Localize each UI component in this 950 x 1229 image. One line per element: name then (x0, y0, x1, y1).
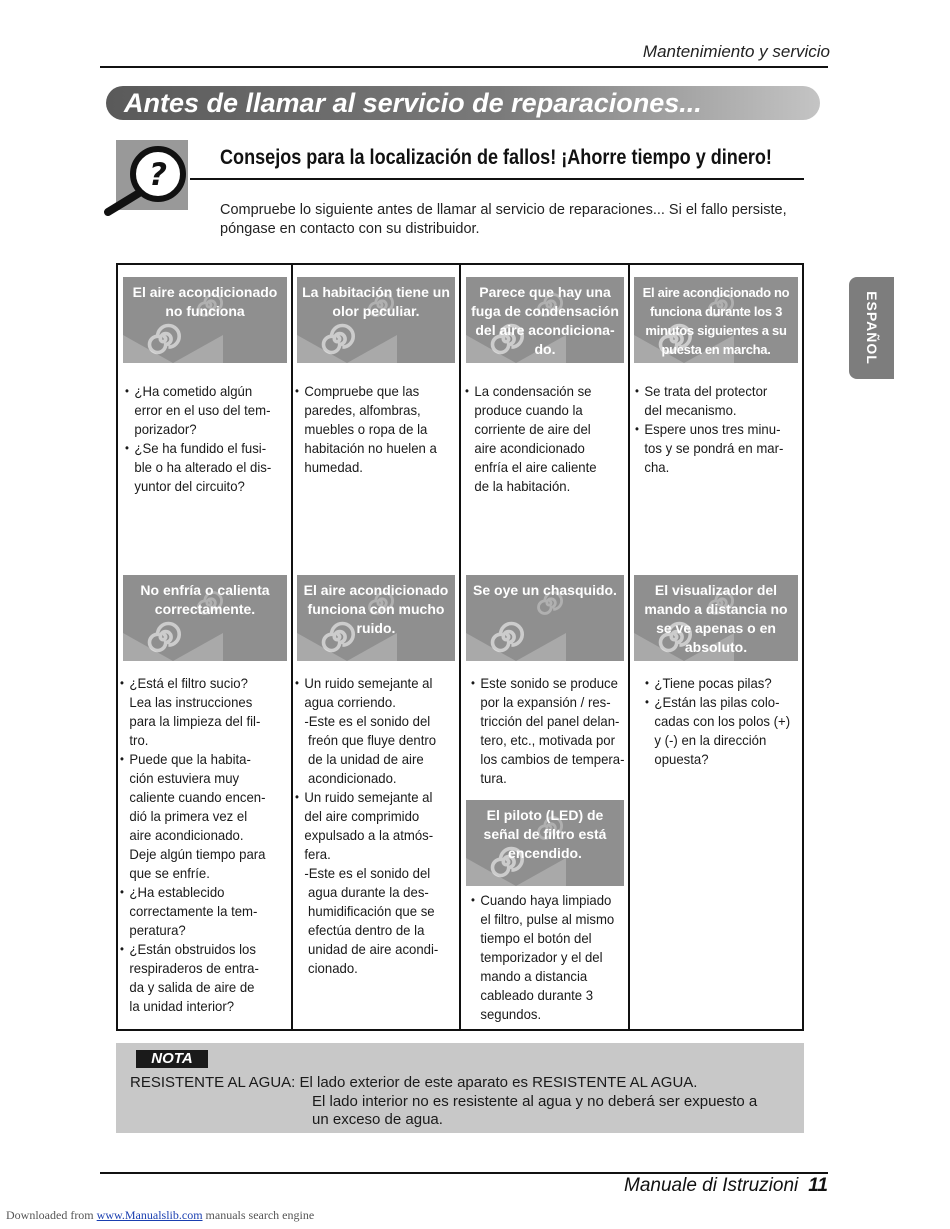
solution-line: • Espere unos tres minu- (635, 420, 783, 439)
section-title: Mantenimiento y servicio (642, 42, 830, 61)
problem-heading (466, 277, 624, 363)
solution-line: respiraderos de entra- (129, 960, 259, 976)
solution-list (295, 382, 437, 477)
problem-heading-text (470, 283, 620, 359)
solution-line: ble o ha alterado el dis- (134, 459, 272, 475)
download-prefix: Downloaded from (6, 1208, 94, 1222)
solution-line: tro. (129, 732, 149, 748)
solution-text (125, 382, 271, 496)
solution-line: cableado durante 3 (480, 987, 594, 1003)
solution-line: correctamente la tem- (129, 903, 258, 919)
solution-line: • Cuando haya limpiado (471, 891, 614, 910)
solution-line: aire acondicionado (474, 440, 585, 456)
solution-line: del mecanismo. (644, 402, 737, 418)
problem-heading-line: funciona con mucho (307, 601, 445, 617)
solution-line: cha. (644, 459, 670, 475)
swirl-wrap (319, 321, 355, 362)
problem-heading (123, 575, 287, 661)
solution-line: efectúa dentro de la (304, 922, 425, 938)
solution-line: • ¿Está el filtro sucio? (120, 674, 265, 693)
solution-line: yuntor del circuito? (134, 478, 245, 494)
download-link[interactable]: www.Manualslib.com (96, 1208, 203, 1222)
solution-line: temporizador y el del (480, 949, 603, 965)
solution-line: • ¿Tiene pocas pilas? (645, 674, 790, 693)
problem-heading (466, 800, 624, 886)
solution-line: freón que fluye dentro (304, 732, 437, 748)
solution-line: habitación no huelen a (304, 440, 437, 456)
solution-list (471, 674, 624, 788)
download-notice (6, 1208, 314, 1223)
solution-line: • Puede que la habita- (120, 750, 265, 769)
problem-heading-line: El aire acondicionado no (642, 285, 790, 300)
problem-heading-line: No enfría o calienta (140, 582, 270, 598)
solution-line: mando a distancia (480, 968, 588, 984)
solution-text (645, 674, 790, 769)
problem-heading-line: se ve apenas o en (656, 620, 776, 636)
solution-line: corriente de aire del (474, 421, 591, 437)
solution-line: paredes, alfombras, (304, 402, 421, 418)
problem-heading-line: Parece que hay una (479, 284, 611, 300)
problem-heading-line: Se oye un chasquido. (473, 582, 617, 598)
solution-line: unidad de aire acondi- (304, 941, 439, 957)
problem-heading (634, 277, 798, 363)
problem-heading-text (301, 581, 451, 638)
swirl-wrap (145, 619, 181, 660)
solution-line: peratura? (129, 922, 186, 938)
solution-line: • Compruebe que las (295, 382, 437, 401)
problem-heading (297, 575, 455, 661)
solution-line: expulsado a la atmós- (304, 827, 434, 843)
table-divider (291, 263, 293, 1031)
solution-list (471, 891, 614, 1024)
solution-line: tura. (480, 770, 507, 786)
solution-line: tos y se pondrá en mar- (644, 440, 784, 456)
intro-line: póngase en contacto con su distribuidor. (220, 221, 480, 237)
problem-heading-line: El aire acondicionado (132, 284, 278, 300)
solution-line: enfría el aire caliente (474, 459, 597, 475)
problem-heading-line: fuga de condensación (471, 303, 619, 319)
footer (560, 1175, 828, 1197)
solution-line: • ¿Están obstruidos los (120, 940, 265, 959)
solution-line: • ¿Se ha fundido el fusi- (125, 439, 271, 458)
problem-heading-line: funciona durante los 3 (649, 304, 783, 319)
solution-line: para la limpieza del fil- (129, 713, 261, 729)
swirl-icon (145, 321, 181, 357)
problem-heading-line: mando a distancia no (644, 601, 788, 617)
problem-heading-line: no funciona (165, 303, 245, 319)
solution-line: error en el uso del tem- (134, 402, 271, 418)
note-line: un exceso de agua. (312, 1111, 443, 1128)
problem-heading-line: correctamente. (154, 601, 256, 617)
problem-heading (123, 277, 287, 363)
problem-heading (634, 575, 798, 661)
solution-line: del aire comprimido (304, 808, 420, 824)
solution-line: de la habitación. (474, 478, 571, 494)
solution-line: muebles o ropa de la (304, 421, 428, 437)
problem-heading-line: absoluto. (684, 639, 748, 655)
problem-heading-text (127, 283, 283, 321)
swirl-icon (488, 619, 524, 655)
swirl-icon (145, 619, 181, 655)
problem-heading-line: olor peculiar. (332, 303, 420, 319)
solution-line: tero, etc., motivada por (480, 732, 615, 748)
solution-line: • ¿Ha cometido algún (125, 382, 271, 401)
solution-text (471, 674, 624, 788)
problem-heading-text (470, 806, 620, 863)
header-rule (100, 66, 828, 68)
solution-line: de la unidad de aire (304, 751, 424, 767)
language-tab-label-wrap (849, 277, 894, 379)
solution-line: cadas con los polos (+) (654, 713, 791, 729)
table-divider (459, 263, 461, 1031)
problem-heading (297, 277, 455, 363)
svg-text:?: ? (149, 157, 167, 193)
solution-line: cionado. (304, 960, 358, 976)
solution-line: ción estuviera muy (129, 770, 240, 786)
solution-line: los cambios de tempera- (480, 751, 625, 767)
manual-name: Manuale di Istruzioni (624, 1175, 799, 1196)
page-title: Antes de llamar al servicio de reparaciones... (124, 88, 702, 118)
note-line: RESISTENTE AL AGUA: El lado exterior de este aparato es RESISTENTE AL AGUA. (130, 1074, 698, 1091)
problem-heading-text (638, 283, 794, 359)
footer-rule (100, 1172, 828, 1174)
swirl-wrap (145, 321, 181, 362)
problem-heading-line: puesta en marcha. (661, 342, 771, 357)
solution-line: tricción del panel delan- (480, 713, 620, 729)
problem-heading (466, 575, 624, 661)
solution-line: fera. (304, 846, 331, 862)
swirl-icon (319, 321, 355, 357)
solution-line: acondicionado. (304, 770, 397, 786)
solution-text (295, 674, 438, 978)
problem-heading-text (127, 581, 283, 619)
solution-line: segundos. (480, 1006, 542, 1022)
solution-text (120, 674, 265, 1016)
page-number: 11 (808, 1175, 828, 1196)
problem-heading-line: do. (534, 341, 556, 357)
solution-line: • La condensación se (465, 382, 597, 401)
solution-line: aire acondicionado. (129, 827, 244, 843)
solution-line: • ¿Están las pilas colo- (645, 693, 790, 712)
problem-heading-line: El aire acondicionado (303, 582, 449, 598)
solution-line: agua corriendo. (304, 694, 396, 710)
note-line: El lado interior no es resistente al agua y no deberá ser expuesto a (312, 1093, 758, 1110)
intro-text (220, 201, 810, 239)
solution-line: humidificación que se (304, 903, 435, 919)
problem-heading-line: El piloto (LED) de (486, 807, 604, 823)
solution-line: -Este es el sonido del (304, 713, 431, 729)
solution-line: tiempo el botón del (480, 930, 592, 946)
solution-line: el filtro, pulse al mismo (480, 911, 615, 927)
download-suffix: manuals search engine (205, 1208, 315, 1222)
solution-line: la unidad interior? (129, 998, 235, 1014)
solution-line: Deje algún tiempo para (129, 846, 266, 862)
note-label: NOTA (136, 1050, 208, 1068)
solution-text (635, 382, 783, 477)
solution-line: • Un ruido semejante al (295, 788, 438, 807)
solution-list (125, 382, 271, 496)
solution-line: agua durante la des- (304, 884, 429, 900)
language-tab-label: ESPAÑOL (863, 291, 880, 365)
solution-line: opuesta? (654, 751, 709, 767)
problem-heading-line: señal de filtro está (483, 826, 607, 842)
solution-text (471, 891, 614, 1024)
solution-list (295, 674, 438, 978)
solution-line: por la expansión / res- (480, 694, 611, 710)
problem-heading-text (470, 581, 620, 600)
solution-line: caliente cuando encen- (129, 789, 266, 805)
table-divider (628, 263, 630, 1031)
solution-line: -Este es el sonido del (304, 865, 431, 881)
problem-heading-text (638, 581, 794, 657)
solution-line: Lea las instrucciones (129, 694, 253, 710)
solution-line: • Se trata del protector (635, 382, 783, 401)
heading-rule (190, 178, 804, 180)
troubleshooting-heading: Consejos para la localización de fallos! ¡Ahorre tiempo y dinero! (220, 146, 772, 169)
solution-line: y (-) en la dirección (654, 732, 767, 748)
solution-line: dió la primera vez el (129, 808, 248, 824)
swirl-wrap (488, 619, 524, 660)
problem-heading-line: El visualizador del (654, 582, 778, 598)
solution-text (295, 382, 437, 477)
solution-list (645, 674, 790, 769)
problem-heading-line: ruido. (356, 620, 396, 636)
solution-line: • Este sonido se produce (471, 674, 624, 693)
solution-line: produce cuando la (474, 402, 583, 418)
solution-line: • Un ruido semejante al (295, 674, 438, 693)
intro-line: Compruebe lo siguiente antes de llamar al servicio de reparaciones... Si el fallo persiste, (220, 202, 787, 218)
solution-list (465, 382, 597, 496)
problem-heading-line: La habitación tiene un (302, 284, 450, 300)
magnifier-question-icon (100, 140, 195, 220)
problem-heading-text (301, 283, 451, 321)
problem-heading-line: encendido. (508, 845, 582, 861)
solution-text (465, 382, 597, 496)
solution-list (635, 382, 783, 477)
problem-heading-line: del aire acondiciona- (475, 322, 615, 338)
solution-line: • ¿Ha establecido (120, 883, 265, 902)
problem-heading-line: minutos siguientes a su (645, 323, 787, 338)
solution-line: da y salida de aire de (129, 979, 255, 995)
solution-line: humedad. (304, 459, 363, 475)
solution-list (120, 674, 265, 1016)
solution-line: que se enfríe. (129, 865, 210, 881)
solution-line: porizador? (134, 421, 197, 437)
